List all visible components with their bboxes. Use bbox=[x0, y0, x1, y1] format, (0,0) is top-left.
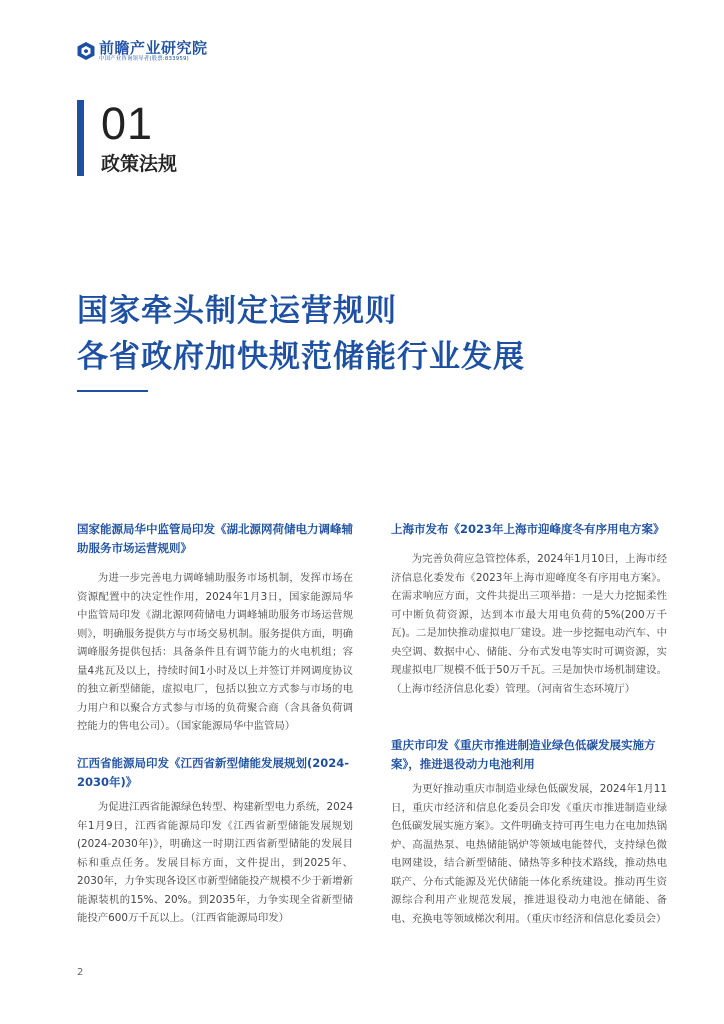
brand-logo bbox=[76, 40, 208, 63]
article-shanghai bbox=[391, 520, 667, 698]
logo-name: 前瞻产业研究院 bbox=[99, 39, 208, 57]
article-jiangxi bbox=[77, 754, 353, 928]
logo-icon bbox=[76, 41, 96, 61]
headline-divider bbox=[77, 390, 148, 392]
headline-line-2: 各省政府加快规范储能行业发展 bbox=[77, 339, 525, 375]
article-body: 为更好推动重庆市制造业绿色低碳发展，2024年1月11日，重庆市经济和信息化委员会印发《重庆市推进制造业绿色低碳发展实施方案》。文件明确支持可再生电力在电加热锅炉、高温热泵、电热储能锅炉等领域电能替代，支持绿色微电网建设，结合新型储能、储热等多种技术路线，推动热电联产、分布式能源及光伏储能一体化系统建设。推动再生资源综合利用产业规范发展，推进退役动力电池在储能、备电、充换电等领域梯次利用。（重庆市经济和信息化委员会） bbox=[391, 783, 667, 925]
headline-line-1: 国家牵头制定运营规则 bbox=[77, 293, 397, 329]
article-title: 江西省能源局印发《江西省新型储能发展规划(2024-2030年)》 bbox=[77, 756, 350, 789]
article-chongqing bbox=[391, 736, 667, 928]
article-title: 重庆市印发《重庆市推进制造业绿色低碳发展实施方案》，推进退役动力电池利用 bbox=[391, 738, 656, 771]
article-body: 为进一步完善电力调峰辅助服务市场机制，发挥市场在资源配置中的决定性作用，2024年1月3日，国家能源局华中监管局印发《湖北源网荷储电力调峰辅助服务市场运营规则》，明确服务提供方与市场交易机制。服务提供方面，明确调峰服务提供包括：具备条件且有调节能力的火电机组；容量4兆瓦及以上，持续时间1小时及以上并签订并网调度协议的独立新型储能，虚拟电厂，包括以独立方式参与市场的电力用户和以聚合方式参与市场的负荷聚合商（含具备负荷调控能力的售电公司）。（国家能源局华中监管局） bbox=[77, 572, 353, 732]
article-hubei bbox=[77, 520, 353, 736]
page-number: 2 bbox=[77, 967, 84, 978]
article-title: 上海市发布《2023年上海市迎峰度冬有序用电方案》 bbox=[391, 522, 665, 536]
article-title: 国家能源局华中监管局印发《湖北源网荷储电力调峰辅助服务市场运营规则》 bbox=[77, 522, 353, 555]
article-body: 为完善负荷应急管控体系，2024年1月10日，上海市经济信息化委发布《2023年上海市迎峰度冬有序用电方案》。在需求响应方面，文件共提出三项举措：一是大力挖掘柔性可中断负荷资源，达到本市最大用电负荷的5%(200万千瓦)。二是加快推动虚拟电厂建设。进一步挖掘电动汽车、中央空调、数据中心、储能、分布式发电等实时可调资源，实现虚拟电厂规模不低于50万千瓦。三是加快市场机制建设。（上海市经济信息化委）管理。（河南省生态环境厅） bbox=[391, 553, 667, 695]
section-number: 01 bbox=[101, 98, 154, 149]
logo-subtitle: 中国产业咨询领导者(股票:833959) bbox=[99, 56, 189, 62]
section-title: 政策法规 bbox=[101, 153, 178, 175]
page-headline bbox=[77, 288, 677, 380]
section-accent-bar bbox=[77, 100, 84, 176]
article-body: 为促进江西省能源绿色转型、构建新型电力系统，2024年1月9日，江西省能源局印发《江西省新型储能发展规划(2024-2030年)》，明确这一时期江西省新型储能的发展目标和重点任务。发展目标方面，文件提出，到2025年、2030年，力争实现各设区市新型储能投产规模不少于新增新能源装机的15%、20%。到2035年，力争实现全省新型储能投产600万千瓦以上。（江西省能源局印发） bbox=[77, 801, 353, 924]
